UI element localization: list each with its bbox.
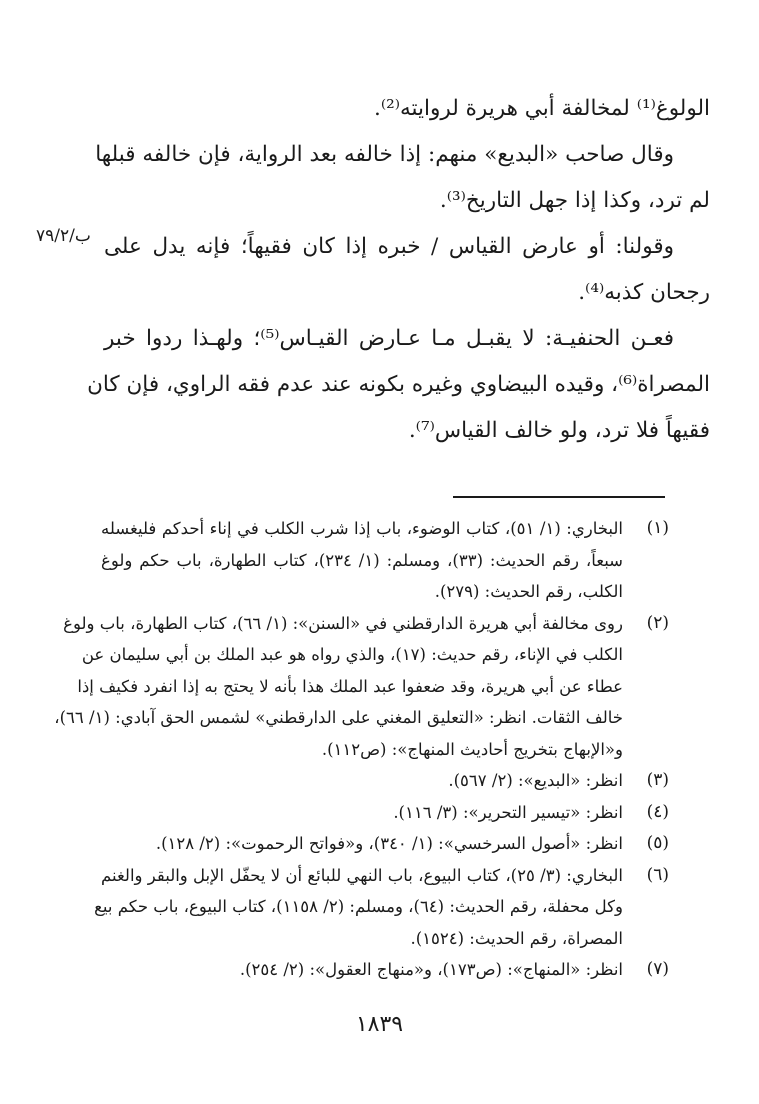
footnote-number: (٧) [646, 959, 669, 979]
main-text [87, 86, 710, 454]
footnote-line: الكلب في الإناء، رقم حديث: (١٧)، والذي رواه هو عبد الملك بن أبي سليمان عن [81, 645, 623, 664]
manuscript-folio-marker: ب/٧٩/٢ [36, 226, 91, 246]
footnote-line: و«الإبهاج بتخريج أحاديث المنهاج»: (ص١١٢). [321, 739, 623, 759]
footnote-line: خالف الثقات. انظر: «التعليق المغني على الدارقطني» لشمس الحق آبادي: (١/ ٦٦)، [54, 708, 623, 727]
footnote-1 [101, 513, 669, 608]
footnote-3 [101, 765, 669, 797]
footnote-7 [101, 954, 669, 986]
footnote-line: انظر: «أصول السرخسي»: (١/ ٣٤٠)، و«فواتح الرحموت»: (٢/ ١٢٨). [155, 834, 623, 853]
main-line: وقال صاحب «البديع» منهم: إذا خالفه بعد الرواية، فإن خالفه قبلها [95, 142, 674, 167]
main-line: المصراة⁽⁶⁾، وقيده البيضاوي وغيره بكونه عند عدم فقه الراوي، فإن كان [87, 372, 710, 397]
footnote-line: البخاري: (٣/ ٢٥)، كتاب البيوع، باب النهي للبائع أن لا يحفّل الإبل والبقر والغنم [101, 865, 623, 885]
main-line: رجحان كذبه⁽⁴⁾. [578, 280, 710, 305]
footnote-line: وكل محفلة، رقم الحديث: (٦٤)، ومسلم: (٢/ ١١٥٨)، كتاب البيوع، باب حكم بيع [94, 897, 623, 916]
page-number: ١٨٣٩ [355, 1012, 404, 1037]
footnote-line: عطاء عن أبي هريرة، وقد ضعفوا عبد الملك هذا بأنه لا يحتج به إذا انفرد فكيف إذا [77, 676, 623, 696]
footnote-6 [94, 860, 669, 955]
footnote-line: انظر: «تيسير التحرير»: (٣/ ١١٦). [393, 802, 623, 822]
footnote-2 [54, 608, 669, 766]
main-line: وقولنا: أو عارض القياس / خبره إذا كان فقيهاً؛ فإنه يدل على [104, 234, 674, 259]
footnote-line: الكلب، رقم الحديث: (٢٧٩). [434, 582, 623, 601]
footnote-4 [101, 797, 669, 829]
footnote-separator [453, 496, 665, 498]
main-line: الولوغ⁽¹⁾ لمخالفة أبي هريرة لروايته⁽²⁾. [374, 96, 710, 121]
footnotes [54, 513, 669, 986]
footnote-number: (٤) [646, 801, 669, 822]
footnote-number: (٦) [646, 864, 669, 885]
main-line: فعـن الحنفيـة: لا يقبـل مـا عـارض القيـاس⁽⁵⁾؛ ولهـذا ردوا خبر [104, 326, 674, 351]
footnote-number: (٣) [646, 770, 669, 790]
footnote-number: (٢) [646, 612, 669, 633]
footnote-line: البخاري: (١/ ٥١)، كتاب الوضوء، باب إذا شرب الكلب في إناء أحدكم فليغسله [101, 519, 623, 538]
footnote-line: روى مخالفة أبي هريرة الدارقطني في «السنن»: (١/ ٦٦)، كتاب الطهارة، باب ولوغ [63, 613, 623, 633]
main-line: فقيهاً فلا ترد، ولو خالف القياس⁽⁷⁾. [408, 418, 710, 443]
footnote-line: سبعاً، رقم الحديث: (٣٣)، ومسلم: (١/ ٢٣٤)، كتاب الطهارة، باب حكم ولوغ [101, 550, 623, 570]
footnote-5 [101, 828, 669, 860]
footnote-number: (١) [646, 518, 669, 538]
footnote-number: (٥) [646, 833, 669, 853]
footnote-line: المصراة، رقم الحديث: (١٥٢٤). [410, 928, 623, 948]
footnote-line: انظر: «البديع»: (٢/ ٥٦٧). [448, 771, 623, 790]
footnote-line: انظر: «المنهاج»: (ص١٧٣)، و«منهاج العقول»: (٢/ ٢٥٤). [239, 960, 623, 979]
main-line: لم ترد، وكذا إذا جهل التاريخ⁽³⁾. [439, 188, 710, 213]
